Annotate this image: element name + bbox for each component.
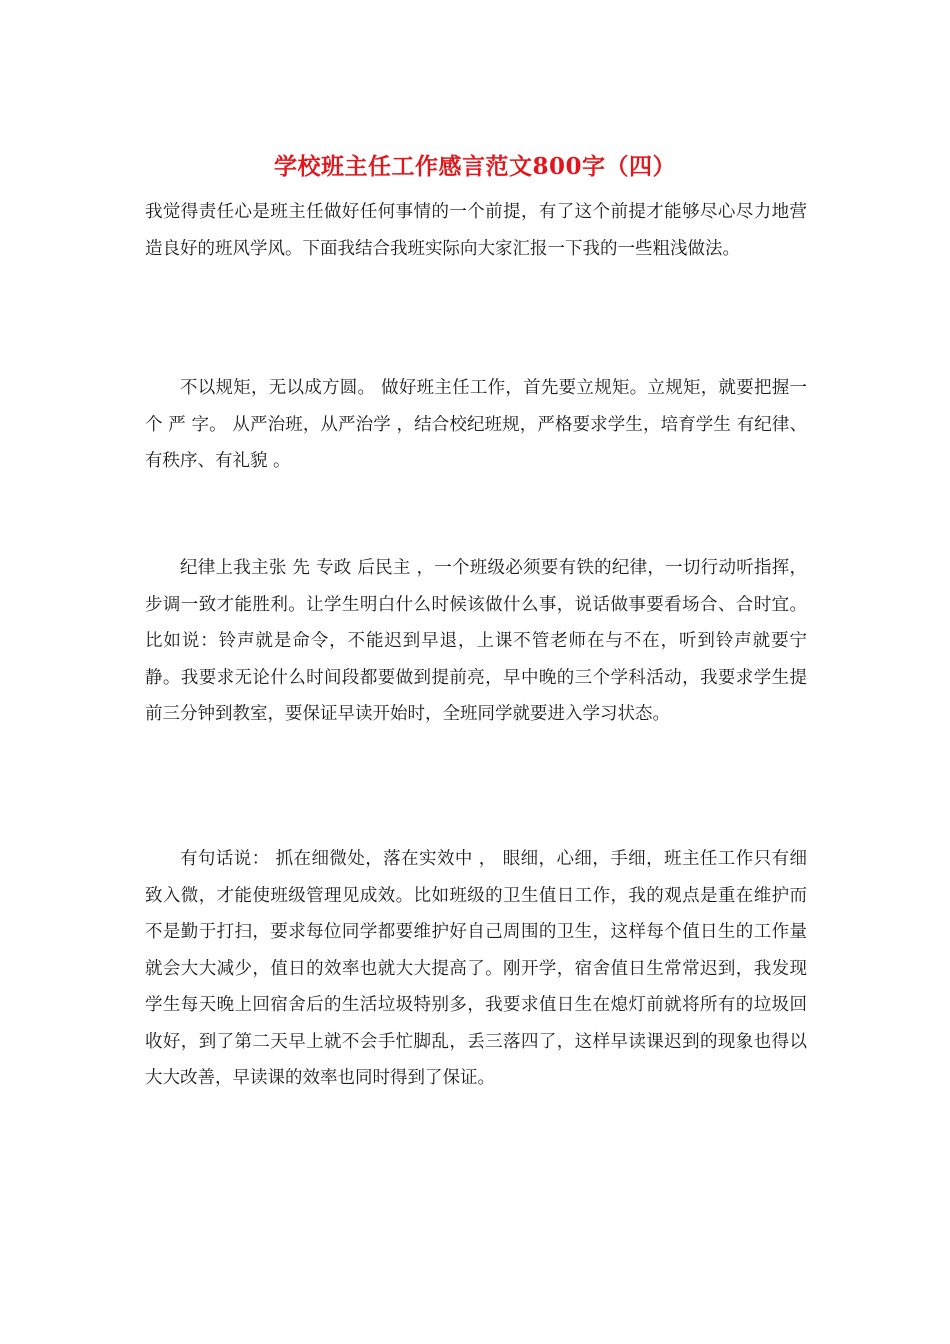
paragraph-rules: 不以规矩，无以成方圆。 做好班主任工作，首先要立规矩。立规矩，就要把握一个 严 字。 从严治班，从严治学 ，结合校纪班规，严格要求学生，培育学生 有纪律、有秩序、有礼貌 。 xyxy=(145,378,807,471)
paragraph-discipline: 纪律上我主张 先 专政 后民主 ，一个班级必须要有铁的纪律，一切行动听指挥，步调一致才能胜利。让学生明白什么时候该做什么事，说话做事要看场合、合时宜。比如说：铃声就是命令，不能迟到早退，上课不管老师在与不在，听到铃声就要宁静。我要求无论什么时间段都要做到提前亮，早中晚的三个学科活动，我要求学生提前三分钟到教室，要保证早读开始时，全班同学就要进入学习状态。 xyxy=(145,558,807,724)
paragraph-intro: 我觉得责任心是班主任做好任何事情的一个前提，有了这个前提才能够尽心尽力地营造良好的班风学风。下面我结合我班实际向大家汇报一下我的一些粗浅做法。 xyxy=(145,202,807,259)
paragraph-details: 有句话说： 抓在细微处，落在实效中 ， 眼细，心细，手细，班主任工作只有细致入微，才能使班级管理见成效。比如班级的卫生值日工作，我的观点是重在维护而不是勤于打扫，要求每位同学都要维护好自己周围的卫生，这样每个值日生的工作量就会大大减少，值日的效率也就大大提高了。刚开学，宿舍值日生常常迟到，我发现学生每天晚上回宿舍后的生活垃圾特别多，我要求值日生在熄灯前就将所有的垃圾回收好，到了第二天早上就不会手忙脚乱，丢三落四了，这样早读课迟到的现象也得以大大改善，早读课的效率也同时得到了保证。 xyxy=(145,849,807,1088)
document-title: 学校班主任工作感言范文800字（四） xyxy=(273,153,676,180)
